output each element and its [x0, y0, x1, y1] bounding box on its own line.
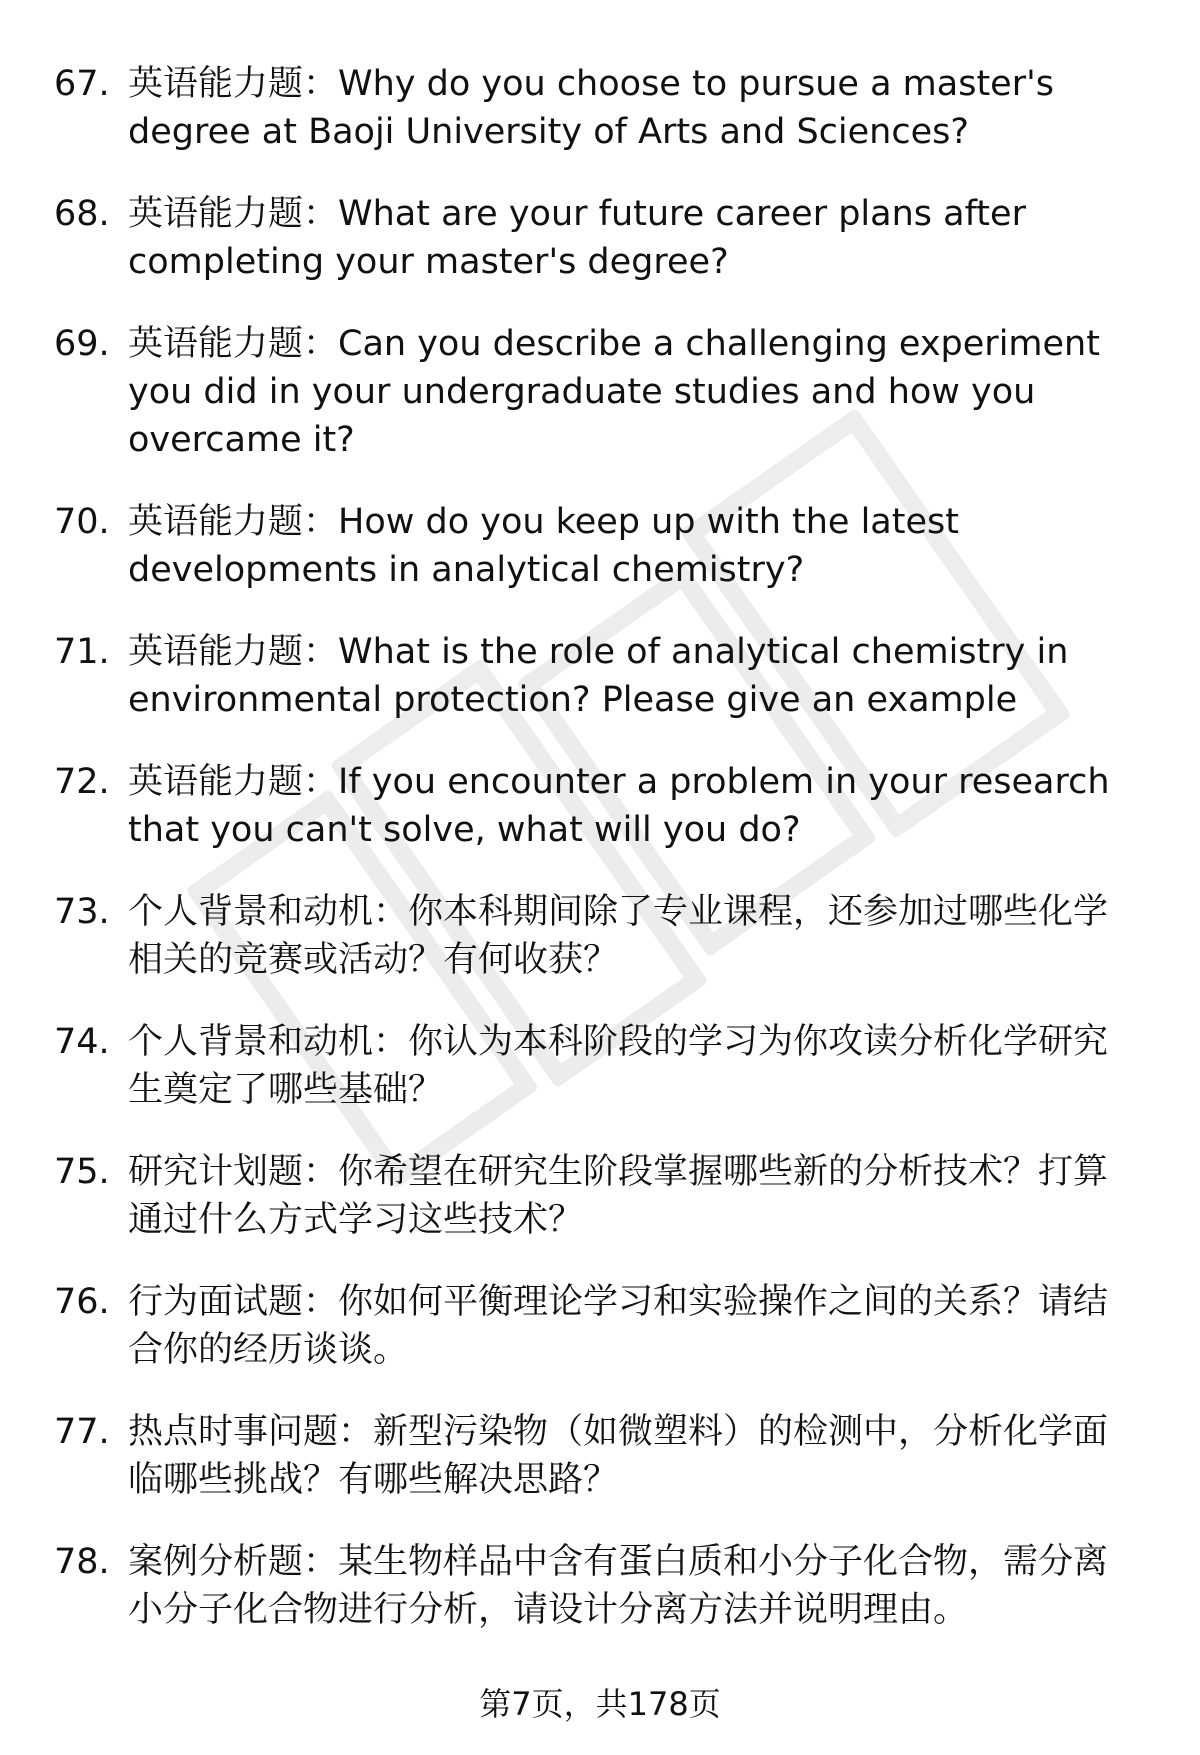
question-item [0, 1278, 1200, 1374]
question-item [0, 1538, 1200, 1634]
question-item [0, 320, 1200, 464]
question-number: 75. [54, 1152, 110, 1192]
question-number: 67. [54, 64, 110, 104]
question-item [0, 498, 1200, 594]
question-item [0, 1018, 1200, 1114]
question-item [0, 628, 1200, 724]
question-item [0, 190, 1200, 286]
question-text: 行为面试题：你如何平衡理论学习和实验操作之间的关系？请结合你的经历谈谈。 [128, 1282, 1109, 1370]
question-number: 71. [54, 632, 110, 672]
question-text: 热点时事问题：新型污染物（如微塑料）的检测中，分析化学面临哪些挑战？有哪些解决思路？ [128, 1412, 1109, 1500]
question-number: 76. [54, 1282, 110, 1322]
question-number: 68. [54, 194, 110, 234]
question-item [0, 60, 1200, 156]
question-text: 英语能力题：What are your future career plans after completing your master's degree? [128, 194, 1026, 282]
question-number: 73. [54, 892, 110, 932]
question-list [0, 60, 1200, 1668]
page-footer [0, 1682, 1200, 1726]
question-number: 72. [54, 762, 110, 802]
page-number-label: 第7页，共178页 [479, 1685, 721, 1723]
question-number: 70. [54, 502, 110, 542]
question-number: 77. [54, 1412, 110, 1452]
question-number: 74. [54, 1022, 110, 1062]
question-item [0, 1408, 1200, 1504]
question-text: 英语能力题：If you encounter a problem in your research that you can't solve, what will you do? [128, 762, 1110, 850]
question-text: 英语能力题：Why do you choose to pursue a master's degree at Baoji University of Arts and Sciences? [128, 64, 1054, 152]
question-text: 英语能力题：Can you describe a challenging experiment you did in your undergraduate studies and how you overcame it? [128, 324, 1100, 460]
question-number: 69. [54, 324, 110, 364]
question-item [0, 888, 1200, 984]
question-text: 英语能力题：What is the role of analytical chemistry in environmental protection? Please give an example [128, 632, 1069, 720]
question-item [0, 758, 1200, 854]
question-number: 78. [54, 1542, 110, 1582]
question-text: 个人背景和动机：你认为本科阶段的学习为你攻读分析化学研究生奠定了哪些基础？ [128, 1022, 1109, 1110]
question-text: 案例分析题：某生物样品中含有蛋白质和小分子化合物，需分离小分子化合物进行分析，请设计分离方法并说明理由。 [128, 1542, 1109, 1630]
question-text: 英语能力题：How do you keep up with the latest developments in analytical chemistry? [128, 502, 959, 590]
question-text: 个人背景和动机：你本科期间除了专业课程，还参加过哪些化学相关的竞赛或活动？有何收获？ [128, 892, 1109, 980]
question-item [0, 1148, 1200, 1244]
question-text: 研究计划题：你希望在研究生阶段掌握哪些新的分析技术？打算通过什么方式学习这些技术？ [128, 1152, 1109, 1240]
